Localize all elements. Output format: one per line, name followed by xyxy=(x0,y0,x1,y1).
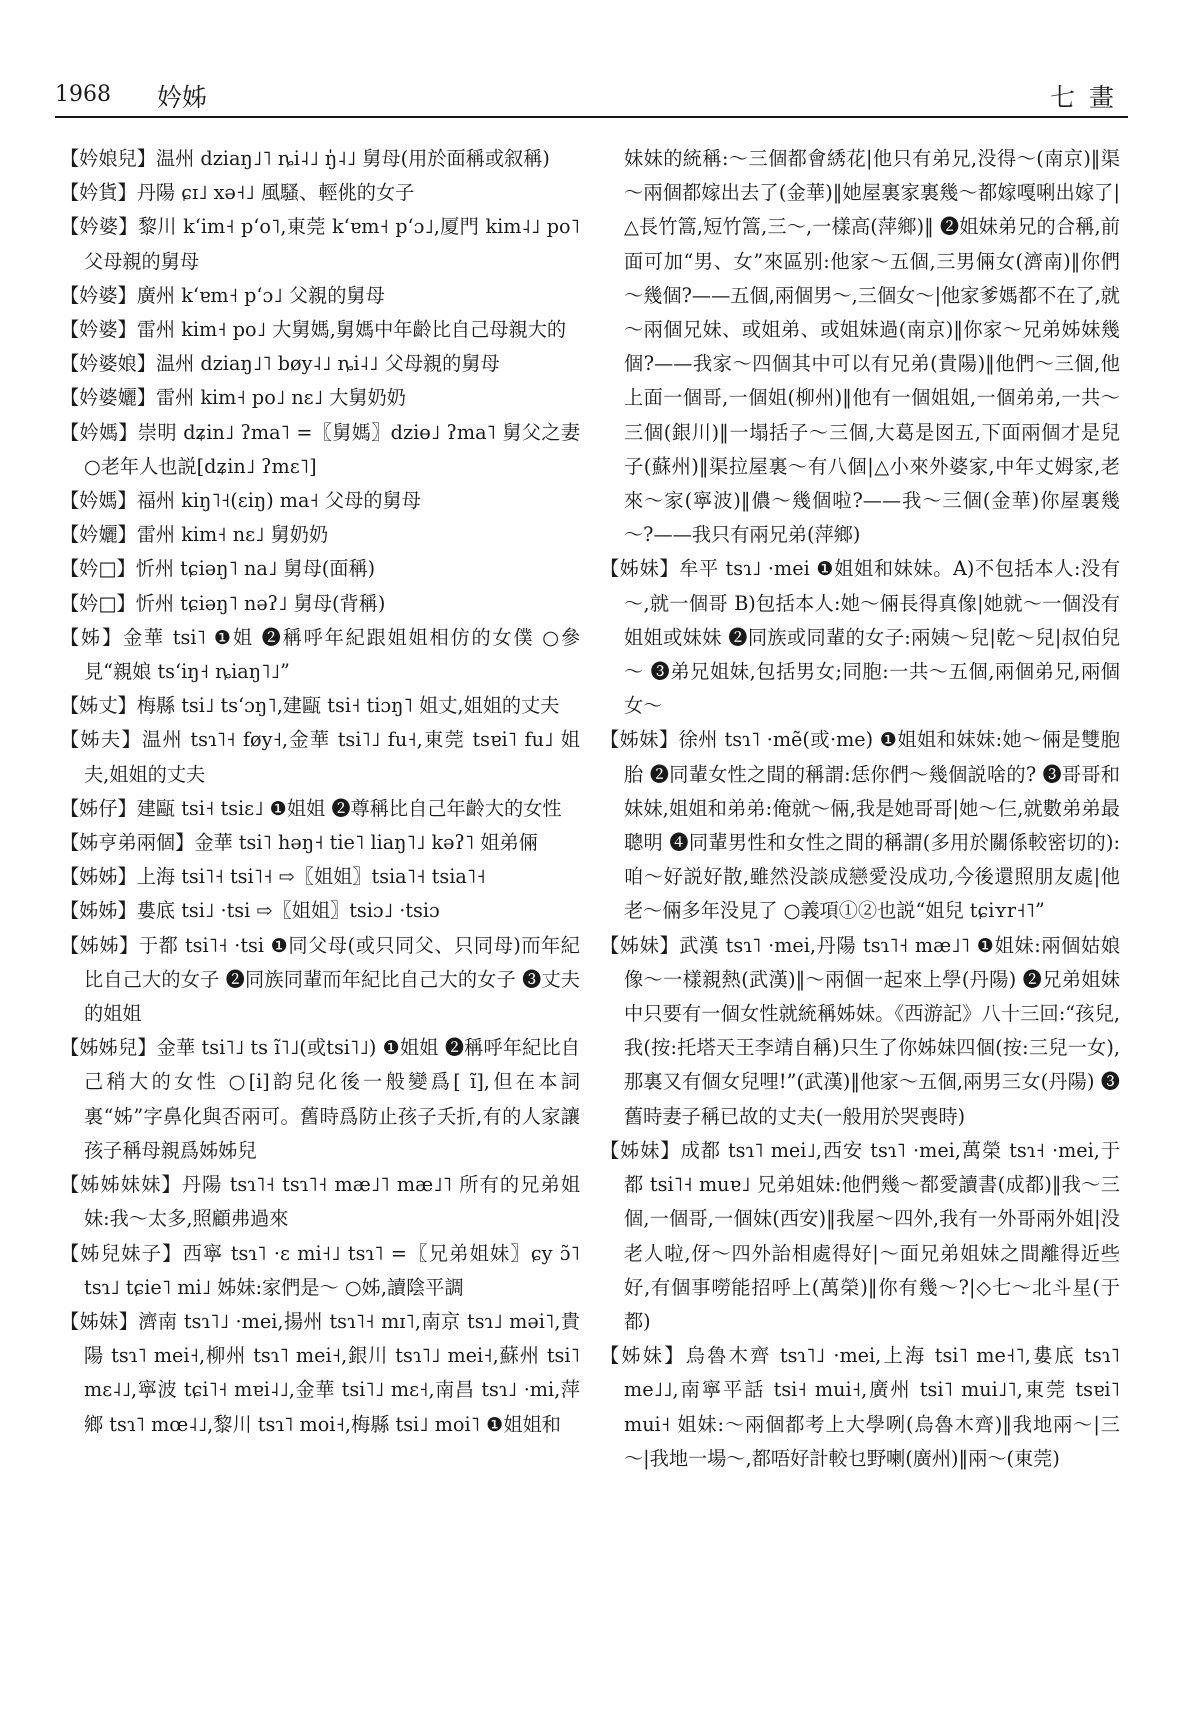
entry-definition: 于都 tsi˥˧ ·tsi ❶同父母(或只同父、只同母)而年紀比自己大的女子 ❷同族同輩而年紀比自己大的女子 ❸丈夫的姐姐 xyxy=(84,933,580,1026)
dictionary-entry xyxy=(60,279,580,313)
dictionary-entry xyxy=(60,929,580,1032)
entry-headword: 【姊妹】 xyxy=(600,557,680,581)
dictionary-entry xyxy=(60,587,580,621)
entry-definition: 牟平 tsɿ˩ ·mei ❶姐姐和妹妹。A)不包括本人:没有～,就一個哥 B)包括本人:她～倆長得真像|她就～一個没有姐姐或妹妹 ❷同族或同輩的女子:兩姨～兒|乾～兒|叔伯兒～ ❸弟兄姐妹,包括男女;同胞:一共～五個,兩個弟兄,兩個女～ xyxy=(624,557,1120,718)
dictionary-entry xyxy=(60,894,580,928)
dictionary-entry xyxy=(60,723,580,791)
dictionary-entry xyxy=(60,1237,580,1305)
entry-definition: 妹妹的統稱:～三個都會綉花|他只有弟兄,没得～(南京)‖渠～兩個都嫁出去了(金華)‖她屋裏家裏幾～都嫁嘎唎出嫁了|△長竹篙,短竹篙,三～,一樣高(萍鄉)‖ ❷姐妹弟兄的合稱,前面可加“男、女”來區别:他家～五個,三男倆女(濟南)‖你們～幾個?——五個,兩個男～,三個女～|他家爹媽都不在了,就～兩個兄妹、或姐弟、或姐妹過(南京)‖你家～兄弟姊妹幾個?——我家～四個其中可以有兄弟(貴陽)‖他們～三個,他上面一個哥,一個姐(柳州)‖他有一個姐姐,一個弟弟,一共～三個(銀川)‖一塌括子～三個,大葛是囡五,下面兩個才是兒子(蘇州)‖渠拉屋裏～有八個|△小來外婆家,中年丈姆家,老來～家(寧波)‖儂～幾個啦?——我～三個(金華)你屋裏幾～?——我只有兩兄弟(萍鄉) xyxy=(624,147,1120,547)
running-head-title: 妗姊 xyxy=(157,83,208,112)
entry-definition: 金華 tsi˥˩ ts ĩ˥˩(或tsi˥˩) ❶姐姐 ❷稱呼年紀比自己稍大的女性 ○[i]韵兒化後一般變爲[ ĩ],但在本詞裏“姊”字鼻化與否兩可。舊時爲防止孩子夭折,有的人家讓孩子稱母親爲姊姊兒 xyxy=(84,1036,580,1162)
entry-definition: 梅縣 tsi˩ tsʻɔŋ˥,建甌 tsi˧ tiɔŋ˥ 姐丈,姐姐的丈夫 xyxy=(136,694,560,718)
entry-headword: 【姊姊】 xyxy=(60,933,139,957)
entry-definition: 建甌 tsi˧ tsiɛ˩ ❶姐姐 ❷尊稱比自己年齡大的女性 xyxy=(136,796,562,820)
dictionary-entry xyxy=(600,1134,1120,1339)
entry-headword: 【姊妹】 xyxy=(600,933,680,957)
entry-headword: 【姊夫】 xyxy=(60,728,142,752)
dictionary-entry xyxy=(600,142,1120,552)
dictionary-entry xyxy=(60,416,580,484)
entry-headword: 【妗婆】 xyxy=(60,283,137,307)
dictionary-entry xyxy=(60,313,580,347)
entry-definition: 丹陽 tsɿ˥˧ tsɿ˥˧ mæ˩˥ mæ˩˥ 所有的兄弟姐妹:我～太多,照顧弗過來 xyxy=(84,1173,580,1231)
entry-definition: 成都 tsɿ˥ mei˩,西安 tsɿ˥ ·mei,萬榮 tsɿ˧ ·mei,于都 tsi˥˧ muɐ˩ 兄弟姐妹:他們幾～都愛讀書(成都)‖我～三個,一個哥,一個妹(西安)‖我屋～四外,我有一外哥兩外姐|没老人啦,伢～四外詒相處得好|～面兄弟姐妹之間離得近些好,有個事嘮能招呼上(萬榮)‖你有幾～?|◇七～北斗星(于都) xyxy=(624,1138,1120,1333)
entry-definition: 婁底 tsi˩ ·tsi ⇨〖姐姐〗tsiɔ˩ ·tsiɔ xyxy=(136,899,440,923)
entry-definition: 黎川 kʻim˧ pʻo˥,東莞 kʻɐm˧ pʻɔ˩,厦門 kim˨˩ po˥ 父母親的舅母 xyxy=(84,215,580,273)
entry-headword: 【妗娘兒】 xyxy=(60,147,156,170)
left-column xyxy=(60,142,580,1702)
entry-definition: 徐州 tsɿ˥ ·mẽ(或·me) ❶姐姐和妹妹:她～倆是雙胞胎 ❷同輩女性之間的稱謂:恁你們～幾個説啥的? ❸哥哥和妹妹,姐姐和弟弟:俺就～倆,我是她哥哥|她～仨,就數弟弟最聰明 ❹同輩男性和女性之間的稱謂(多用於關係較密切的):咱～好説好散,雖然没談成戀愛没成功,今後還照朋友處|他老～倆多年没見了 ○義項①②也説“姐兒 tɕiʏr˧˥” xyxy=(624,728,1120,923)
entry-headword: 【姊兒妹子】 xyxy=(60,1241,183,1265)
entry-definition: 雷州 kim˧ nɛ˩ 舅奶奶 xyxy=(136,523,329,547)
entry-definition: 温州 dziaŋ˩˥ bøy˨˩ ȵi˨˩ 父母親的舅母 xyxy=(155,352,500,376)
entry-headword: 【妗媽】 xyxy=(60,420,138,444)
dictionary-entry xyxy=(60,176,580,210)
entry-headword: 【姊】 xyxy=(60,625,123,649)
entry-definition: 福州 kiŋ˥˧(ɛiŋ) ma˧ 父母的舅母 xyxy=(136,489,421,513)
dictionary-entry xyxy=(60,1168,580,1236)
entry-definition: 濟南 tsɿ˥˩ ·mei,揚州 tsɿ˥˧ mɪ˥,南京 tsɿ˩ məi˥,貴陽 tsɿ˥ mei˧,柳州 tsɿ˥ mei˧,銀川 tsɿ˥˩ mei˧,蘇州 tsi˥ mɛ˨˩,寧波 tɕi˥˧ mɐi˨˩,金華 tsi˥˩ mɛ˧,南昌 tsɿ˩ ·mi,萍鄉 tsɿ˥ mœ˨˩,黎川 tsɿ˥ moi˧,梅縣 tsi˩ moi˥ ❶姐姐和 xyxy=(84,1309,580,1436)
entry-headword: 【妗□】 xyxy=(60,557,136,581)
dictionary-entry xyxy=(60,792,580,826)
dictionary-entry xyxy=(60,552,580,586)
entry-headword: 【姊仔】 xyxy=(60,796,137,820)
dictionary-entry xyxy=(60,518,580,552)
entry-headword: 【妗孋】 xyxy=(60,523,137,547)
entry-headword: 【姊姊】 xyxy=(60,899,137,923)
page-header xyxy=(55,66,1128,118)
dictionary-entry xyxy=(60,826,580,860)
entry-definition: 忻州 tɕiəŋ˥ nəʔ˩ 舅母(背稱) xyxy=(135,591,386,615)
entry-headword: 【妗□】 xyxy=(60,591,136,615)
entry-definition: 烏魯木齊 tsɿ˥˩ ·mei,上海 tsi˥ me˧˥,婁底 tsɿ˥ me˩˩,南寧平話 tsi˧ mui˧,廣州 tsi˥ mui˩˥,東莞 tsɐi˥ mui˧ 姐妹:～兩個都考上大學咧(烏魯木齊)‖我地兩～|三～|我地一場～,都唔好計較乜野喇(廣州)‖兩～(東莞) xyxy=(624,1344,1120,1470)
entry-headword: 【姊妹】 xyxy=(60,1309,139,1333)
entry-definition: 丹陽 ɕɪ˩ xə˧˩ 風騷、輕佻的女子 xyxy=(136,181,415,205)
dictionary-entry xyxy=(60,1305,580,1442)
dictionary-entry xyxy=(60,142,580,176)
dictionary-entry xyxy=(60,381,580,415)
entry-headword: 【姊亨弟兩個】 xyxy=(60,831,195,855)
entry-definition: 雷州 kim˧ po˩ nɛ˩ 大舅奶奶 xyxy=(155,386,406,410)
dictionary-entry xyxy=(600,929,1120,1134)
entry-headword: 【姊妹】 xyxy=(600,1138,681,1162)
entry-headword: 【姊姊】 xyxy=(60,865,137,889)
entry-definition: 金華 tsi˥ ❶姐 ❷稱呼年紀跟姐姐相仿的女僕 ○參見“親娘 tsʻiŋ˧ ȵiaŋ˥˩” xyxy=(84,625,580,684)
entry-definition: 崇明 dʑin˩ ʔma˥ =〖舅媽〗dziɵ˩ ʔma˥ 舅父之妻 ○老年人也説[dʑin˩ ʔmɛ˥] xyxy=(84,420,580,478)
entry-definition: 忻州 tɕiəŋ˥ na˩ 舅母(面稱) xyxy=(135,557,376,581)
page-number: 1968 xyxy=(55,82,111,107)
dictionary-entry xyxy=(60,860,580,894)
entry-headword: 【妗貨】 xyxy=(60,181,137,205)
dictionary-entry xyxy=(600,1339,1120,1476)
dictionary-entry xyxy=(600,552,1120,723)
entry-definition: 温州 tsɿ˥˧ føy˧,金華 tsi˥˩ fu˧,東莞 tsɐi˥ fu˩ 姐夫,姐姐的丈夫 xyxy=(84,728,580,786)
entry-headword: 【姊妹】 xyxy=(600,728,679,752)
entry-headword: 【姊姊兒】 xyxy=(60,1036,157,1060)
entry-headword: 【妗婆娘】 xyxy=(60,352,156,376)
entry-headword: 【妗婆孋】 xyxy=(60,386,156,410)
entry-definition: 西寧 tsɿ˥ ·ɛ mi˧˩ tsɿ˥ =〖兄弟姐妹〗ɕy ɔ̃˥ tsɿ˩ tɕie˥ mi˩ 姊妹:家們是～ ○姊,讀陰平調 xyxy=(84,1241,580,1299)
entry-headword: 【妗婆】 xyxy=(60,215,138,239)
entry-definition: 武漢 tsɿ˥ ·mei,丹陽 tsɿ˥˧ mæ˩˥ ❶姐妹:兩個姑娘像～一樣親熱(武漢)‖～兩個一起來上學(丹陽) ❷兄弟姐妹中只要有一個女性就統稱姊妹。《西游記》八十三回:“孩兒,我(按:托塔天王李靖自稱)只生了你姊妹四個(按:三兒一女),那裏又有個女兒哩!”(武漢)‖他家～五個,兩男三女(丹陽) ❸舊時妻子稱已故的丈夫(一般用於哭喪時) xyxy=(624,933,1120,1128)
dictionary-entry xyxy=(60,347,580,381)
entry-definition: 温州 dziaŋ˩˥ ȵi˨˩ ŋ̍˨˩ 舅母(用於面稱或叙稱) xyxy=(155,147,550,170)
entry-definition: 廣州 kʻɐm˧ pʻɔ˩ 父親的舅母 xyxy=(136,283,385,307)
dictionary-entry xyxy=(60,1031,580,1168)
entry-headword: 【姊丈】 xyxy=(60,694,137,718)
entry-definition: 上海 tsi˥˧ tsi˥˧ ⇨〖姐姐〗tsia˥˧ tsia˥˧ xyxy=(136,865,486,889)
dictionary-entry xyxy=(600,723,1120,928)
dictionary-entry xyxy=(60,484,580,518)
entry-definition: 雷州 kim˧ po˩ 大舅媽,舅媽中年齡比自己母親大的 xyxy=(136,318,567,342)
section-title: 七畫 xyxy=(1049,83,1128,112)
right-column xyxy=(600,142,1120,1702)
dictionary-entry xyxy=(60,621,580,689)
entry-definition: 金華 tsi˥ həŋ˧ tie˥ liaŋ˥˩ kəʔ˥ 姐弟倆 xyxy=(194,831,538,855)
entry-headword: 【妗媽】 xyxy=(60,489,137,513)
entry-headword: 【姊姊妹妹】 xyxy=(60,1173,182,1197)
dictionary-entry xyxy=(60,689,580,723)
entry-headword: 【姊妹】 xyxy=(600,1344,686,1368)
dictionary-entry xyxy=(60,210,580,278)
entry-headword: 【妗婆】 xyxy=(60,318,137,342)
